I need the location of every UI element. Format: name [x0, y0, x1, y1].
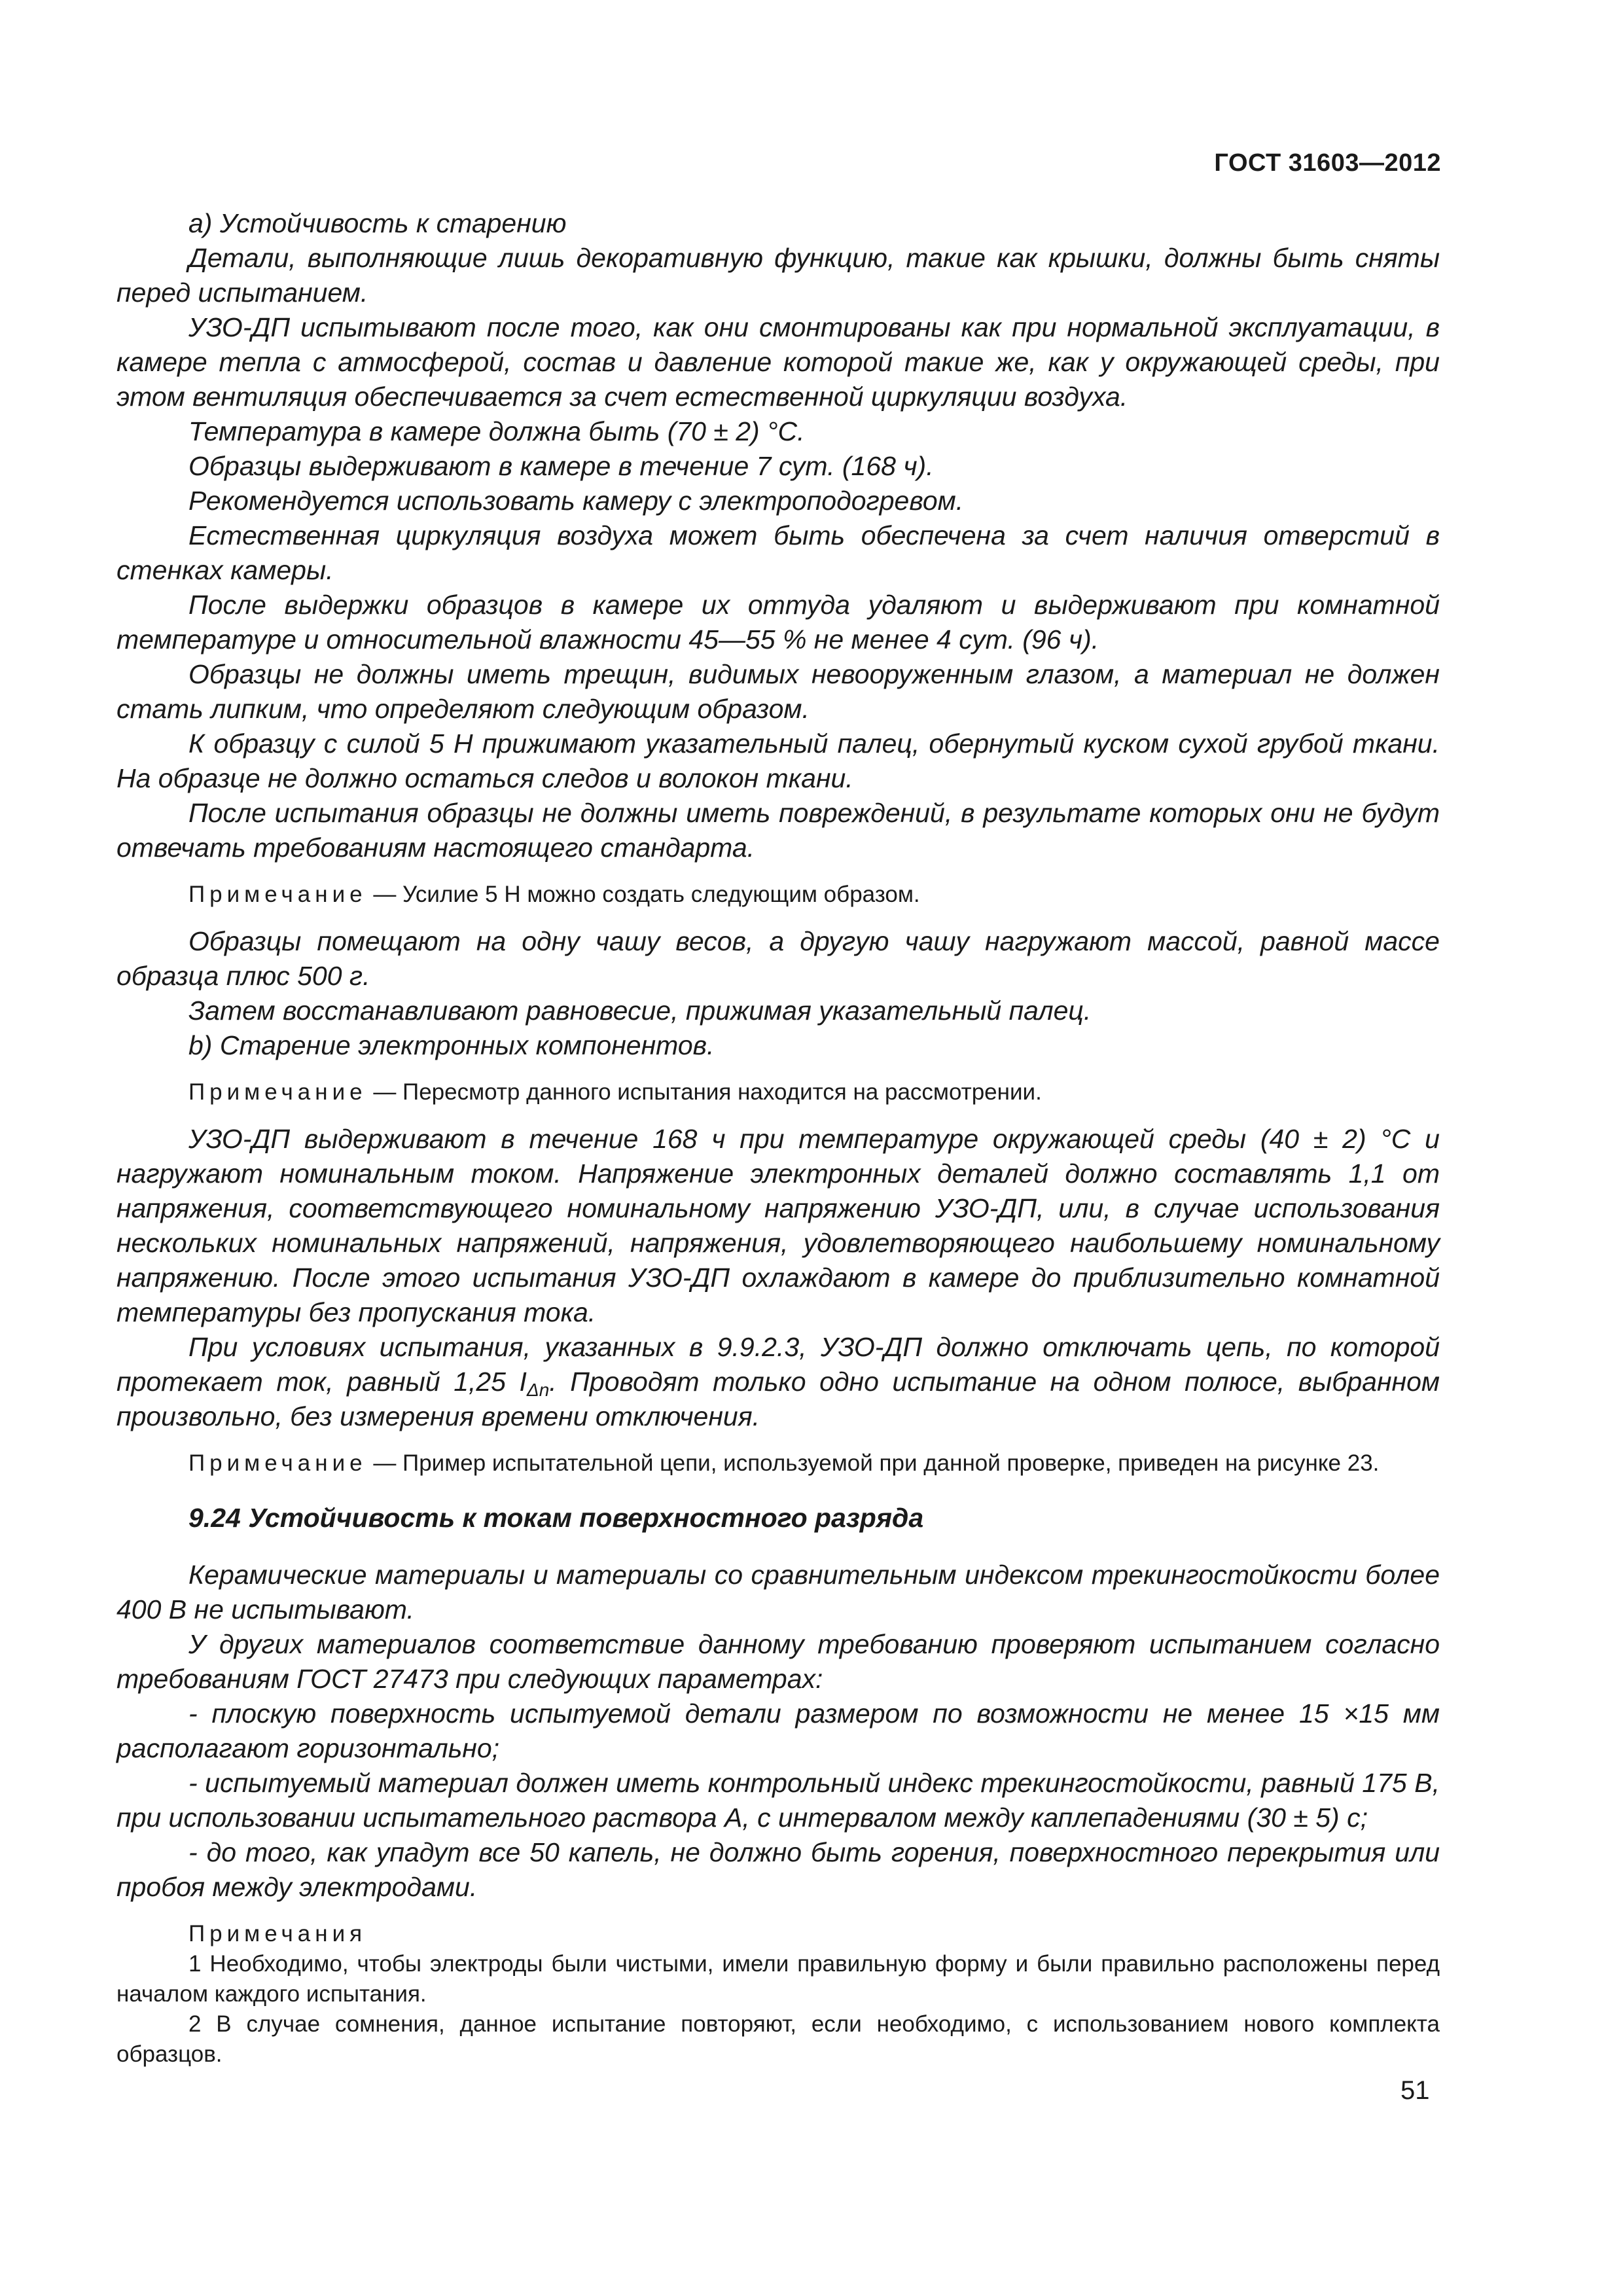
notes-block: [116, 1919, 1440, 2070]
paragraph: Естественная циркуляция воздуха может быть обеспечена за счет наличия отверстий в стенках камеры.: [116, 520, 1440, 585]
paragraph: После испытания образцы не должны иметь повреждений, в результате которых они не будут отвечать требованиям настоящего стандарта.: [116, 798, 1440, 863]
note-text: — Усилие 5 Н можно создать следующим образом.: [366, 882, 920, 907]
note-item: 1 Необходимо, чтобы электроды были чистыми, имели правильную форму и были правильно расположены перед началом каждого испытания.: [116, 1951, 1440, 2007]
paragraph: К образцу с силой 5 Н прижимают указательный палец, обернутый куском сухой грубой ткани. На образце не должно остаться следов и волокон ткани.: [116, 728, 1440, 793]
note-text: — Пример испытательной цепи, используемой при данной проверке, приведен на рисунке 23.: [366, 1450, 1380, 1476]
paragraph: [116, 1330, 1440, 1434]
list-item: - плоскую поверхность испытуемой детали размером по возможности не менее 15 ×15 мм располагают горизонтально;: [116, 1698, 1440, 1763]
note: [116, 1448, 1440, 1479]
paragraph: Образцы помещают на одну чашу весов, а другую чашу нагружают массой, равной массе образца плюс 500 г.: [116, 926, 1440, 991]
note-label: Примечание: [188, 1079, 367, 1105]
paragraph: Рекомендуется использовать камеру с электроподогревом.: [188, 486, 964, 516]
subscript: Δn: [526, 1380, 550, 1400]
paragraph: Детали, выполняющие лишь декоративную функцию, такие как крышки, должны быть сняты перед испытанием.: [116, 243, 1440, 308]
note: [116, 880, 1440, 910]
note-label: Примечание: [188, 882, 367, 907]
paragraph-part: При условиях испытания, указанных в 9.9.2.3, УЗО-ДП должно отключать цепь, по которой протекает ток, равный 1,25 I: [116, 1332, 1440, 1397]
paragraph: УЗО-ДП испытывают после того, как они смонтированы как при нормальной эксплуатации, в камере тепла с атмосферой, состав и давление которой такие же, как у окружающей среды, при этом вентиляция обеспечивается за счет естественной циркуляции воздуха.: [116, 312, 1440, 412]
page-number: 51: [1400, 2076, 1430, 2105]
note: [116, 1077, 1440, 1107]
notes-label: [116, 1919, 1440, 1949]
paragraph: b) Старение электронных компонентов.: [188, 1030, 715, 1060]
note-label: Примечание: [188, 1450, 367, 1476]
section-heading: 9.24 Устойчивость к токам поверхностного разряда: [188, 1503, 924, 1533]
paragraph: Затем восстанавливают равновесие, прижимая указательный палец.: [188, 996, 1092, 1026]
note-text: — Пересмотр данного испытания находится на рассмотрении.: [366, 1079, 1042, 1105]
paragraph: У других материалов соответствие данному требованию проверяют испытанием согласно требованиям ГОСТ 27473 при следующих параметрах:: [116, 1629, 1440, 1694]
list-item: - до того, как упадут все 50 капель, не должно быть горения, поверхностного перекрытия или пробоя между электродами.: [116, 1837, 1440, 1902]
paragraph-part: . Проводят только одно испытание на одном полюсе, выбранном произвольно, без измерения времени отключения.: [116, 1367, 1440, 1431]
paragraph: Образцы выдерживают в камере в течение 7 сут. (168 ч).: [188, 451, 934, 481]
list-item: - испытуемый материал должен иметь контрольный индекс трекингостойкости, равный 175 В, при использовании испытательного раствора А, с интервалом между каплепадениями (30 ± 5) с;: [116, 1768, 1440, 1833]
paragraph: Образцы не должны иметь трещин, видимых невооруженным глазом, а материал не должен стать липким, что определяют следующим образом.: [116, 659, 1440, 724]
document-body: [116, 206, 1440, 2070]
paragraph: УЗО-ДП выдерживают в течение 168 ч при температуре окружающей среды (40 ± 2) °С и нагружают номинальным током. Напряжение электронных деталей должно составлять 1,1 от напряжения, соответствующего номинальному напряжению УЗО-ДП, или, в случае использования нескольких номинальных напряжений, напряжения, удовлетворяющего наибольшему номинальному напряжению. После этого испытания УЗО-ДП охлаждают в камере до приблизительно комнатной температуры без пропускания тока.: [116, 1124, 1440, 1327]
note-item: 2 В случае сомнения, данное испытание повторяют, если необходимо, с использованием нового комплекта образцов.: [116, 2011, 1440, 2067]
notes-label-text: Примечания: [188, 1921, 367, 1946]
paragraph: Температура в камере должна быть (70 ± 2) °С.: [188, 416, 805, 446]
document-header: ГОСТ 31603—2012: [1214, 149, 1441, 177]
paragraph: а) Устойчивость к старению: [188, 208, 567, 238]
paragraph: После выдержки образцов в камере их оттуда удаляют и выдерживают при комнатной температуре и относительной влажности 45—55 % не менее 4 сут. (96 ч).: [116, 590, 1440, 655]
paragraph: Керамические материалы и материалы со сравнительным индексом трекингостойкости более 400 В не испытывают.: [116, 1560, 1440, 1624]
